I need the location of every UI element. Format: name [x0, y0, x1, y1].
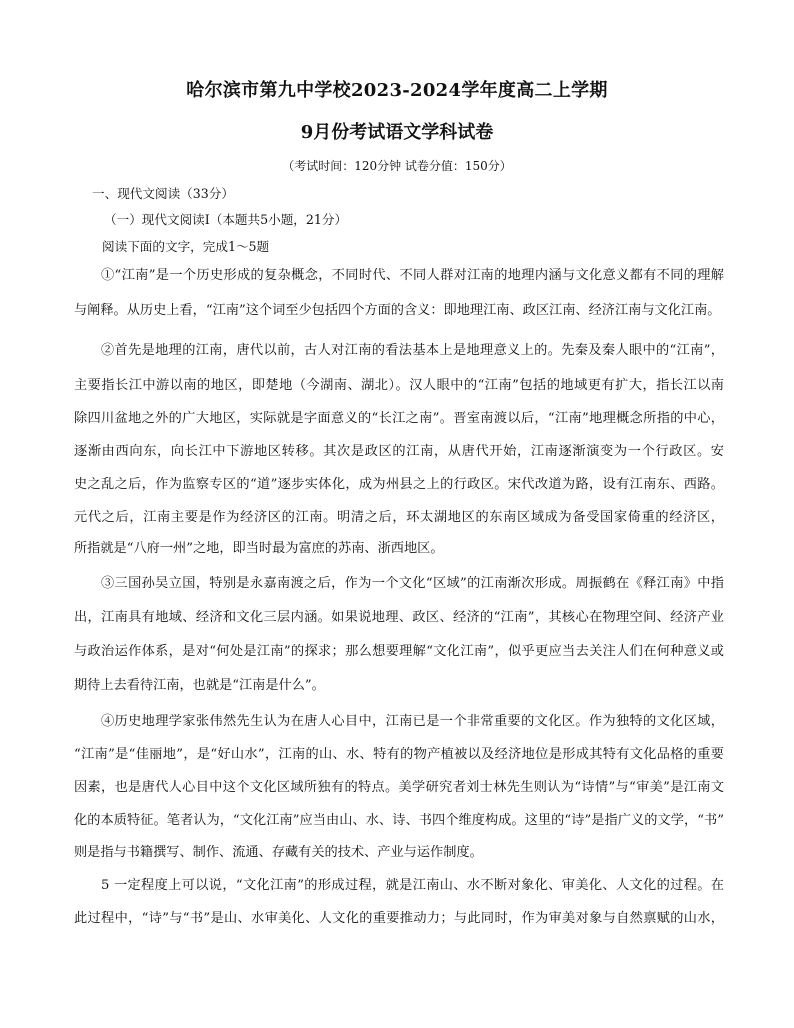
passage-line: 化的本质特征。笔者认为，“文化江南”应当由山、水、诗、书四个维度构成。这里的“诗”是指广义的文学，“书” — [74, 813, 724, 828]
passage-line: ④历史地理学家张伟然先生认为在唐人心目中，江南已是一个非常重要的文化区。作为独特的文化区域， — [101, 714, 724, 729]
passage-line: “江南”是“佳丽地”，是“好山水”，江南的山、水、特有的物产植被以及经济地位是形成其特有文化品格的重要 — [74, 747, 724, 762]
passage-line: ①“江南”是一个历史形成的复杂概念，不同时代、不同人群对江南的地理内涵与文化意义都有不同的理解 — [101, 268, 724, 283]
passage-line: 所指就是“八府一州”之地，即当时最为富庶的苏南、浙西地区。 — [74, 541, 444, 556]
passage-line: 主要指长江中游以南的地区，即楚地（今湖南、湖北）。汉人眼中的“江南”包括的地域更有扩大，指长江以南 — [74, 378, 724, 393]
passage-line: 出，江南具有地域、经济和文化三层内涵。如果说地理、政区、经济的“江南”，其核心在物理空间、经济产业 — [74, 610, 724, 625]
passage-line: ③三国孙吴立国，特别是永嘉南渡之后，作为一个文化“区域”的江南渐次形成。周振鹤在《释江南》中指 — [101, 576, 724, 591]
passage-line: ②首先是地理的江南，唐代以前，古人对江南的看法基本上是地理意义上的。先秦及秦人眼中的“江南”， — [101, 343, 724, 358]
reading-instruction: 阅读下面的文字，完成1～5题 — [102, 239, 270, 254]
subsection-heading: （一）现代文阅读I（本题共5小题，21分） — [104, 212, 348, 227]
passage-line: 除四川盆地之外的广大地区，实际就是字面意义的“长江之南”。晋室南渡以后，“江南”地理概念所指的中心， — [74, 411, 724, 426]
passage-line: 与政治运作体系，是对“何处是江南”的探求；那么想要理解“文化江南”，似乎更应当去关注人们在何种意义或 — [74, 644, 724, 659]
passage-line: 则是指与书籍撰写、制作、流通、存藏有关的技术、产业与运作制度。 — [74, 845, 483, 860]
passage-line: 5 一定程度上可以说，“文化江南”的形成过程，就是江南山、水不断对象化、审美化、人文化的过程。在 — [101, 878, 724, 893]
passage-line: 因素，也是唐代人心目中这个文化区域所独有的特点。美学研究者刘士林先生则认为“诗情”与“审美”是江南文 — [74, 780, 724, 795]
passage-line: 史之乱之后，作为监察专区的“道”逐步实体化，成为州县之上的行政区。宋代改道为路，设有江南东、西路。 — [74, 477, 724, 492]
passage-line: 元代之后，江南主要是作为经济区的江南。明清之后，环太湖地区的东南区域成为备受国家倚重的经济区， — [74, 510, 724, 525]
passage-line: 逐渐由西向东，向长江中下游地区转移。其次是政区的江南，从唐代开始，江南逐渐演变为一个行政区。安 — [74, 444, 724, 459]
exam-title: 哈尔滨市第九中学校2023-2024学年度高二上学期 — [186, 80, 608, 101]
exam-subtitle: 9月份考试语文学科试卷 — [300, 122, 494, 143]
exam-info: （考试时间：120分钟 试卷分值：150分） — [282, 159, 512, 173]
passage-line: 此过程中，“诗”与“书”是山、水审美化、人文化的重要推动力；与此同时，作为审美对象与自然禀赋的山水， — [74, 911, 724, 926]
section-heading: 一、现代文阅读（33分） — [92, 186, 234, 201]
passage-line: 与阐释。从历史上看，“江南”这个词至少包括四个方面的含义：即地理江南、政区江南、经济江南与文化江南。 — [74, 303, 721, 318]
passage-line: 期待上去看待江南，也就是“江南是什么”。 — [74, 678, 325, 693]
